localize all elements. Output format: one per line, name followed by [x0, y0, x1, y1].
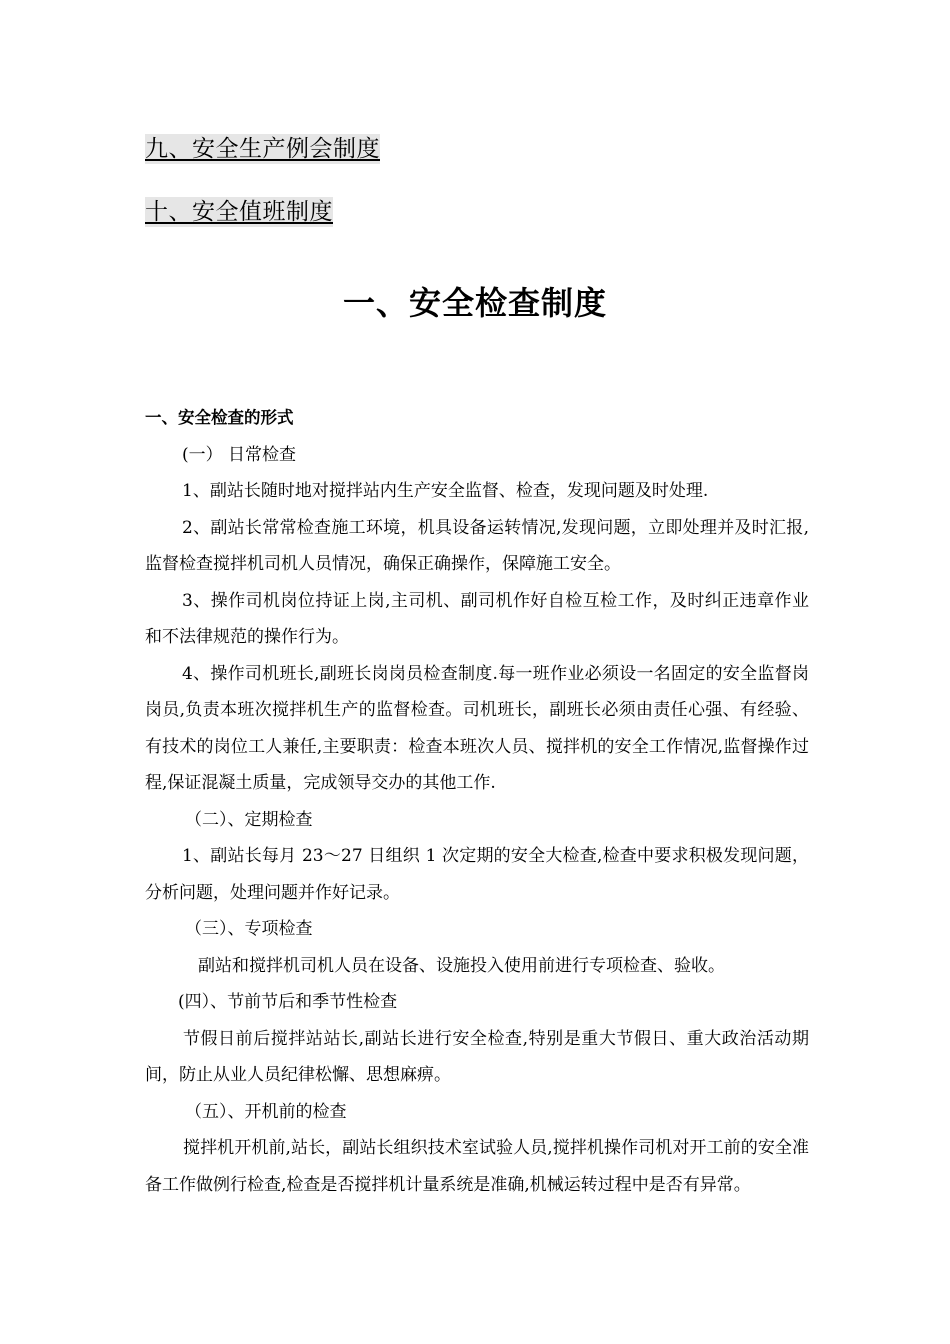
subsection-heading-daily: (一） 日常检查 — [182, 444, 297, 465]
paragraph: 1、副站长每月 23～27 日组织 1 次定期的安全大检查,检查中要求积极发现问题，分析问题，处理问题并作好记录。 — [145, 846, 809, 903]
paragraph: 4、操作司机班长,副班长岗岗员检查制度.每一班作业必须设一名固定的安全监督岗岗员,负责本班次搅拌机生产的监督检查。司机班长，副班长必须由责任心强、有经验、有技术的岗位工人兼任,主要职责：检查本班次人员、搅拌机的安全工作情况,监督操作过程,保证混凝土质量，完成领导交办的其他工作. — [145, 663, 809, 793]
paragraph: 副站和搅拌机司机人员在设备、设施投入使用前进行专项检查、验收。 — [198, 955, 725, 976]
paragraph: 3、操作司机岗位持证上岗,主司机、副司机作好自检互检工作，及时纠正违章作业和不法律规范的操作行为。 — [145, 590, 809, 647]
subsection-heading-startup: （五）、开机前的检查 — [185, 1101, 347, 1122]
paragraph: 节假日前后搅拌站站长,副站长进行安全检查,特别是重大节假日、重大政治活动期间，防止从业人员纪律松懈、思想麻痹。 — [145, 1028, 809, 1085]
subsection-heading-periodic: （二）、定期检查 — [185, 809, 313, 830]
toc-item-10[interactable]: 十、安全值班制度 — [145, 199, 333, 225]
document-body — [145, 400, 809, 1203]
paragraph: 搅拌机开机前,站长，副站长组织技术室试验人员,搅拌机操作司机对开工前的安全准备工作做例行检查,检查是否搅拌机计量系统是准确,机械运转过程中是否有异常。 — [145, 1138, 809, 1195]
section-heading: 一、安全检查的形式 — [145, 408, 294, 427]
toc-item-9[interactable]: 九、安全生产例会制度 — [145, 136, 380, 162]
paragraph: 2、副站长常常检查施工环境，机具设备运转情况,发现问题，立即处理并及时汇报,监督检查搅拌机司机人员情况，确保正确操作，保障施工安全。 — [145, 517, 809, 574]
subsection-heading-special: （三）、专项检查 — [185, 919, 313, 939]
subsection-heading-seasonal: (四）、节前节后和季节性检查 — [178, 992, 398, 1012]
paragraph: 1、副站长随时地对搅拌站内生产安全监督、检查，发现问题及时处理. — [182, 481, 709, 501]
section-title: 一、安全检查制度 — [342, 284, 607, 322]
